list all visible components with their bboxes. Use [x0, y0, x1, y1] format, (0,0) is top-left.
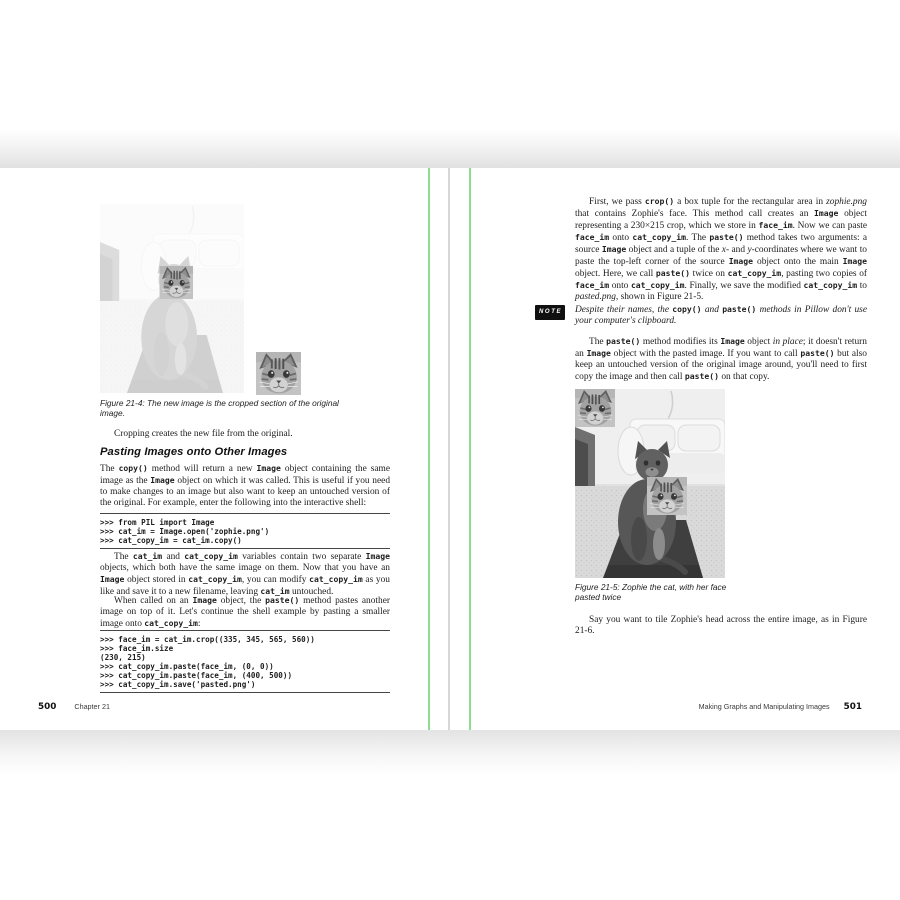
- text-run: on that copy.: [718, 372, 770, 382]
- inline-code: Image: [601, 244, 627, 254]
- inline-code: cat_copy_im: [727, 268, 782, 278]
- text-run: onto: [609, 233, 633, 243]
- text-run: , you can modify: [241, 575, 310, 585]
- text-run: , shown in Figure 21-5.: [615, 292, 704, 302]
- text-run: in place: [772, 337, 803, 347]
- paragraph-copy-method: [100, 463, 390, 509]
- text-run: When called on an: [114, 596, 193, 606]
- code-line: >>> cat_im = Image.open('zophie.png'): [100, 526, 270, 536]
- inline-code: cat_copy_im: [630, 280, 685, 290]
- text-run: twice on: [689, 269, 728, 279]
- inline-code: Image: [192, 595, 217, 605]
- page-bottom-shadow-band: [0, 730, 900, 774]
- section-heading: Pasting Images onto Other Images: [100, 446, 288, 458]
- text-run: object with the pasted image. If you want to call: [610, 349, 801, 359]
- inline-code: paste(): [722, 304, 757, 314]
- page-top-shadow-band: [0, 130, 900, 168]
- text-run: . Now we can paste: [792, 221, 867, 231]
- inline-code: copy(): [118, 463, 148, 473]
- text-run: y: [747, 245, 752, 255]
- text-run: object and a tuple of the: [626, 245, 722, 255]
- figure-21-4-cropped-face-image: [256, 352, 301, 395]
- inline-code: cat_copy_im: [632, 232, 686, 242]
- text-run: :: [197, 619, 201, 629]
- figure-21-4-caption: Figure 21-4: The new image is the cropped section of the original image.: [100, 398, 339, 418]
- left-page-number: 500: [38, 702, 57, 712]
- inline-code: cat_copy_im: [184, 551, 238, 561]
- inline-code: paste(): [709, 232, 744, 242]
- text-run: object: [744, 337, 773, 347]
- figure-21-4-faded-original-image: [100, 204, 244, 393]
- inline-code: copy(): [672, 304, 702, 314]
- inline-code: crop(): [644, 196, 675, 206]
- note-text: [575, 305, 867, 326]
- text-run: The: [100, 464, 119, 474]
- text-run: methods in Pillow don't use your computer's clipboard.: [575, 305, 867, 326]
- text-run: object onto the main: [753, 257, 843, 267]
- inline-code: Image: [586, 348, 611, 358]
- text-run: Say you want to tile Zophie's head across the entire image, as in Figure 21-6.: [575, 615, 867, 636]
- text-run: method pastes another image on top of it. Let's continue the shell example by pasting a smaller image onto: [100, 596, 390, 629]
- text-run: , pasting two copies of: [781, 269, 867, 279]
- text-run: pasted.png: [575, 292, 616, 302]
- text-run: untouched.: [289, 587, 334, 597]
- left-page-footer: [38, 702, 110, 712]
- code-line: >>> face_im = cat_im.crop((335, 345, 565, 560)): [100, 634, 315, 644]
- text-run: a box tuple for the rectangular area in: [674, 197, 827, 207]
- inline-code: Image: [256, 463, 281, 473]
- text-run: - and: [725, 245, 748, 255]
- inline-code: paste(): [606, 336, 641, 346]
- text-run: object, the: [216, 596, 266, 606]
- note-label: NOTE: [535, 305, 565, 320]
- left-running-head: Chapter 21: [74, 702, 110, 711]
- inline-code: cat_copy_im: [144, 618, 198, 628]
- text-run: object on which it was called. This is useful if you need to make changes to an image but also want to keep an untouched version of the original. For example, enter the following into the interactive shell:: [100, 476, 391, 508]
- inline-code: cat_im: [132, 551, 163, 561]
- text-run: as you like and save it to a new filename, leaving: [100, 575, 390, 597]
- text-run: method will return a new: [147, 464, 257, 474]
- gutter-gray-line: [448, 168, 450, 730]
- gutter-green-line-left: [428, 168, 430, 730]
- text-run: variables contain two separate: [237, 552, 366, 562]
- text-run: . Finally, we save the modified: [684, 281, 804, 291]
- code-block-paste-example: [100, 630, 390, 693]
- text-run: and: [701, 305, 723, 315]
- text-run: Despite their names, the: [575, 305, 673, 315]
- paragraph-paste-intro: [100, 595, 390, 630]
- code-line: >>> face_im.size: [100, 643, 174, 653]
- text-run: Cropping creates the new file from the original.: [114, 429, 293, 439]
- paragraph-cropping: [100, 429, 390, 440]
- paragraph-paste-in-place: [575, 336, 867, 383]
- text-run: x: [721, 245, 726, 255]
- code-line: >>> cat_copy_im.save('pasted.png'): [100, 679, 256, 689]
- text-run: The: [589, 337, 607, 347]
- inline-code: face_im: [758, 220, 793, 230]
- code-block-copy-example: [100, 513, 390, 549]
- inline-code: paste(): [265, 595, 300, 605]
- inline-code: Image: [365, 551, 391, 561]
- text-run: method modifies its: [640, 337, 721, 347]
- inline-code: cat_copy_im: [188, 574, 242, 584]
- inline-code: cat_copy_im: [803, 280, 858, 290]
- inline-code: paste(): [800, 348, 835, 358]
- inline-code: cat_copy_im: [309, 574, 363, 584]
- code-line: >>> cat_copy_im = cat_im.copy(): [100, 535, 242, 545]
- right-running-head: Making Graphs and Manipulating Images: [698, 702, 830, 711]
- inline-code: cat_im: [260, 586, 290, 596]
- inline-code: face_im: [575, 280, 610, 290]
- code-line: >>> from PIL import Image: [100, 517, 215, 527]
- text-run: that contains Zophie's face. This method call creates an: [575, 209, 815, 219]
- inline-code: paste(): [684, 371, 719, 381]
- code-line: (230, 215): [100, 652, 146, 662]
- text-run: object representing a 230×215 crop, which we store in: [575, 209, 867, 231]
- text-run: The: [114, 552, 133, 562]
- paragraph-crop-paste-explanation: [575, 196, 867, 303]
- text-run: and: [162, 552, 185, 562]
- note-block: [539, 304, 867, 327]
- paragraph-two-image-objects: [100, 551, 390, 598]
- inline-code: face_im: [575, 232, 610, 242]
- inline-code: Image: [728, 256, 754, 266]
- text-run: ; it doesn't return an: [575, 337, 867, 359]
- text-run: onto: [609, 281, 631, 291]
- inline-code: Image: [100, 574, 125, 584]
- text-run: First, we pass: [589, 197, 645, 207]
- figure-21-5-caption: Figure 21-5: Zophie the cat, with her face pasted twice: [575, 582, 727, 602]
- figure-21-5-pasted-image: [575, 389, 725, 578]
- text-run: objects, which both have the same image on them. Now that you have an: [100, 563, 390, 573]
- right-page-footer: [699, 702, 862, 712]
- gutter-green-line-right: [469, 168, 471, 730]
- inline-code: Image: [814, 208, 839, 218]
- code-line: >>> cat_copy_im.paste(face_im, (400, 500)): [100, 670, 293, 680]
- text-run: object containing the same image as the: [100, 464, 391, 486]
- text-run: object stored in: [124, 575, 189, 585]
- text-run: -coordinates where we want to paste the top-left corner of the source: [575, 245, 867, 267]
- paragraph-tile-head: [575, 615, 867, 637]
- code-line: >>> cat_copy_im.paste(face_im, (0, 0)): [100, 661, 274, 671]
- inline-code: paste(): [655, 268, 690, 278]
- inline-code: Image: [842, 256, 867, 266]
- inline-code: Image: [720, 336, 745, 346]
- inline-code: Image: [150, 475, 175, 485]
- text-run: zophie.png: [826, 197, 867, 207]
- text-run: . The: [686, 233, 710, 243]
- text-run: but also keep an untouched version of the original image around, you'll need to first copy the image and then call: [575, 349, 867, 382]
- text-run: to: [857, 281, 867, 291]
- right-page-number: 501: [843, 702, 862, 712]
- text-run: object. Here, we call: [575, 269, 656, 279]
- text-run: method takes two arguments: a source: [575, 233, 868, 255]
